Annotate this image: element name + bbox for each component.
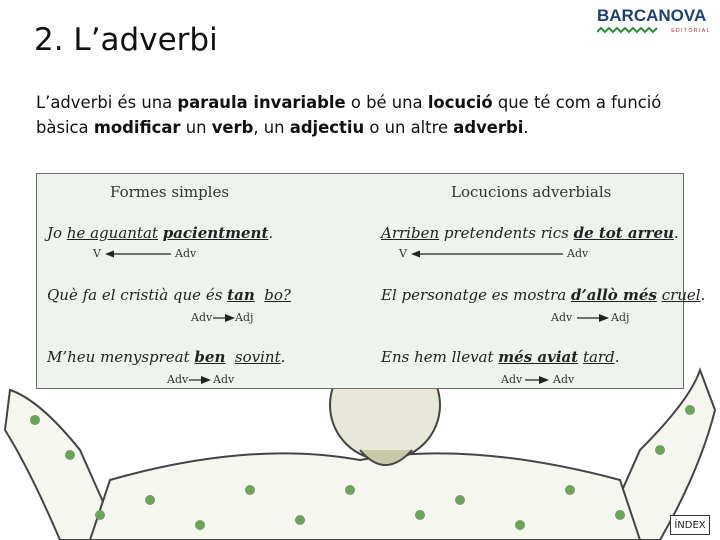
grammar-label: Adv — [567, 247, 589, 260]
definition-text: , un — [253, 118, 290, 137]
sentence-text: Ens hem llevat — [381, 348, 499, 366]
arrow-right-icon — [189, 375, 211, 385]
right-column-heading: Locucions adverbials — [451, 183, 612, 201]
modified-word: he aguantat — [66, 224, 158, 242]
grammar-label: Adv — [213, 373, 235, 386]
sentence-text: Què fa el cristià que és — [47, 286, 228, 304]
definition-keyword: adjectiu — [289, 118, 365, 137]
modified-word: tard — [582, 348, 615, 366]
grammar-label: Adv — [191, 311, 213, 324]
grammar-label: V — [93, 247, 101, 260]
arrow-left-icon — [105, 249, 173, 259]
adverb-word: ben — [194, 348, 226, 366]
modified-word: sovint — [234, 348, 281, 366]
definition-keyword: locució — [427, 93, 493, 112]
publisher-logo — [597, 6, 713, 40]
definition-keyword: adverbi — [453, 118, 524, 137]
example-sentence — [381, 224, 679, 242]
example-sentence — [381, 348, 619, 366]
examples-table — [36, 173, 706, 389]
grammar-label: Adj — [235, 311, 254, 324]
definition-text: o un altre — [364, 118, 454, 137]
adverb-word: de tot arreu — [573, 224, 674, 242]
arrow-right-icon — [525, 375, 549, 385]
sentence-text: pretendents rics — [439, 224, 574, 242]
example-sentence — [47, 348, 285, 366]
left-column-heading: Formes simples — [110, 183, 230, 201]
grammar-label: V — [399, 247, 407, 260]
grammar-label: Adv — [551, 311, 573, 324]
arrow-right-icon — [213, 313, 235, 323]
grammar-label: Adv — [167, 373, 189, 386]
grammar-label: Adv — [501, 373, 523, 386]
definition-text: o bé una — [345, 93, 428, 112]
sentence-text: . — [700, 286, 706, 304]
modified-word: bo? — [264, 286, 291, 304]
example-sentence — [47, 224, 273, 242]
arrow-left-icon — [411, 249, 565, 259]
example-sentence — [47, 286, 291, 304]
definition-text: L’adverbi és una — [36, 93, 178, 112]
definition-text: . — [523, 118, 529, 137]
sentence-text: El personatge es mostra — [381, 286, 571, 304]
arrow-right-icon — [577, 313, 609, 323]
example-sentence — [381, 286, 705, 304]
adverb-word: tan — [227, 286, 255, 304]
sentence-text — [255, 286, 265, 304]
definition-text: que té com a funció bàsica — [36, 93, 662, 137]
sentence-text: . — [280, 348, 286, 366]
modified-word: cruel — [661, 286, 701, 304]
definition-keyword: verb — [211, 118, 254, 137]
adverb-word: més aviat — [498, 348, 579, 366]
grammar-label: Adv — [175, 247, 197, 260]
definition-keyword: modificar — [93, 118, 181, 137]
sentence-text — [225, 348, 235, 366]
sentence-text: . — [268, 224, 274, 242]
sentence-text: Jo — [47, 224, 67, 242]
sentence-text: M’heu menyspreat — [47, 348, 195, 366]
sentence-text: . — [673, 224, 679, 242]
page-title: 2. L’adverbi — [34, 22, 218, 58]
sentence-text: . — [614, 348, 620, 366]
modified-word: Arriben — [381, 224, 440, 242]
index-button[interactable]: ÍNDEX — [670, 515, 710, 535]
logo-subtext: EDITORIAL — [671, 28, 711, 34]
adverb-definition — [36, 90, 696, 140]
grammar-label: Adv — [553, 373, 575, 386]
logo-text: BARCANOVA — [597, 6, 707, 25]
adverb-word: pacientment — [162, 224, 269, 242]
definition-keyword: paraula invariable — [177, 93, 346, 112]
grammar-label: Adj — [611, 311, 630, 324]
adverb-word: d’allò més — [570, 286, 657, 304]
definition-text: un — [180, 118, 212, 137]
